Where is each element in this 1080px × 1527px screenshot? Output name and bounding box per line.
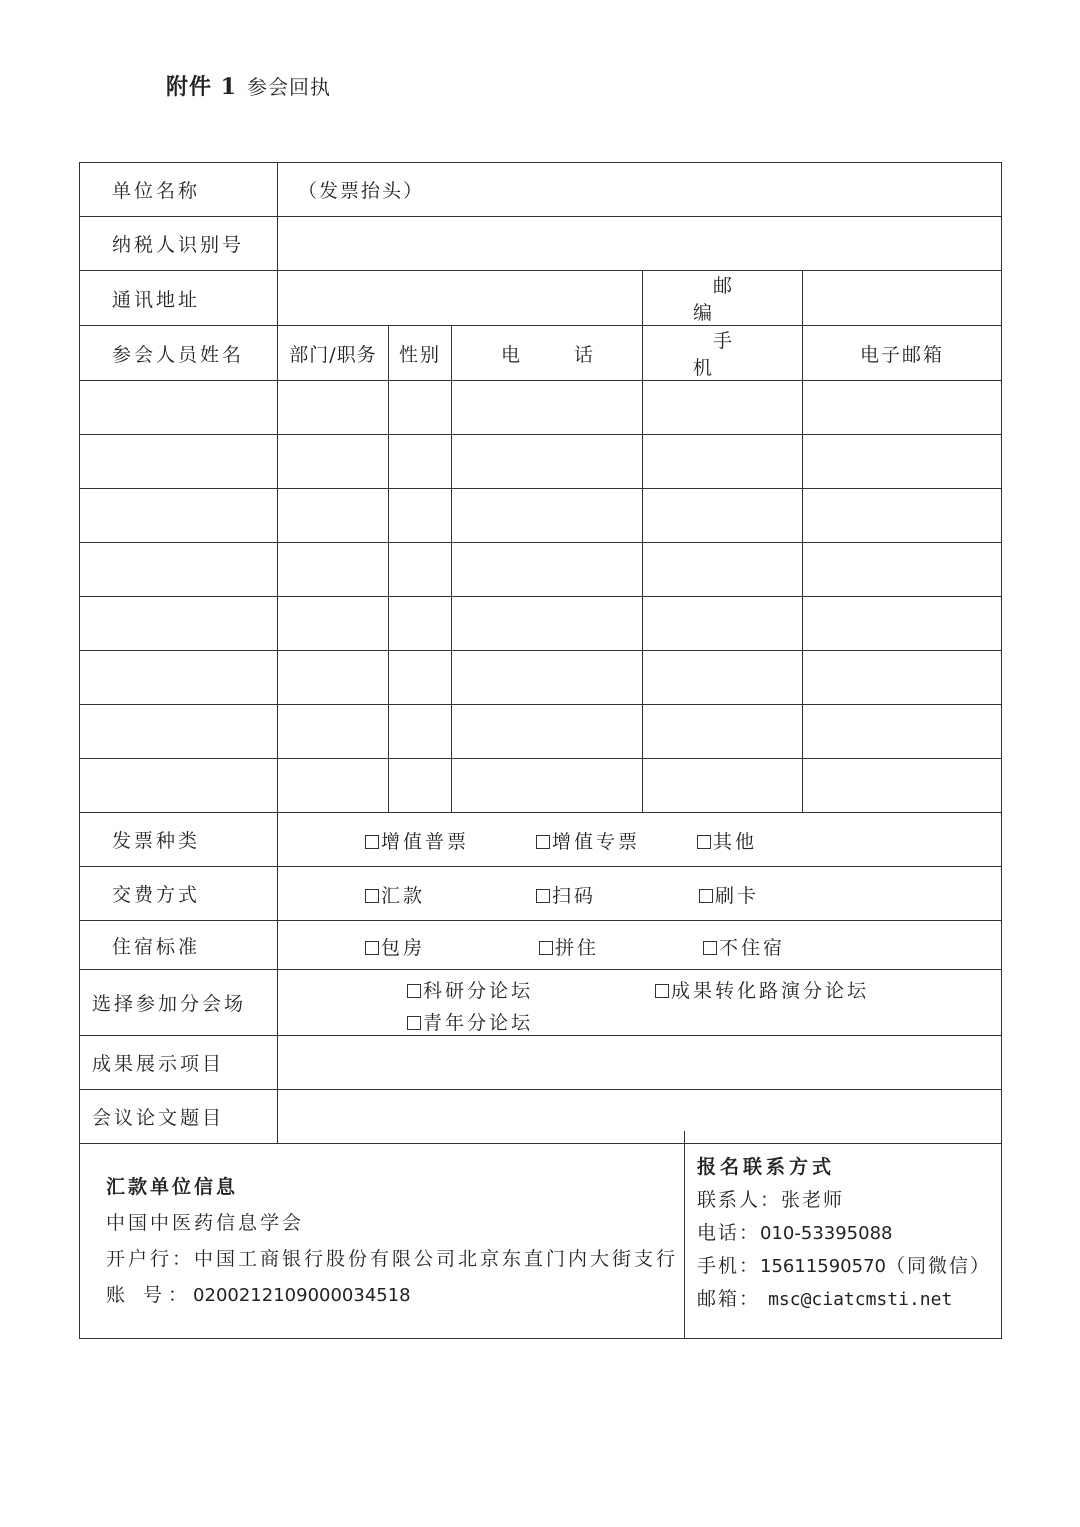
attendee-cell[interactable]	[389, 489, 452, 543]
checkbox-icon	[407, 1016, 421, 1030]
attendee-cell[interactable]	[803, 489, 1002, 543]
attendee-cell[interactable]	[278, 597, 389, 651]
postcode-field[interactable]	[803, 271, 1002, 326]
contact-mobile-note: （同微信）	[886, 1255, 992, 1277]
checkbox-icon	[697, 835, 711, 849]
invoice-option-normal[interactable]: 增值普票	[365, 827, 469, 854]
remit-account-label: 账 号：	[106, 1284, 194, 1306]
col-email-header: 电子邮箱	[803, 326, 1002, 381]
checkbox-icon	[655, 984, 669, 998]
info-table	[79, 1131, 1002, 1339]
postcode-label: 邮 编	[643, 271, 803, 326]
invoice-option-other[interactable]: 其他	[697, 827, 757, 854]
invoice-label: 发票种类	[80, 813, 278, 867]
col-name-header: 参会人员姓名	[80, 326, 278, 381]
attendee-cell[interactable]	[803, 705, 1002, 759]
form-title: 参会回执	[246, 75, 331, 99]
paper-label: 会议论文题目	[80, 1090, 278, 1144]
attendee-cell[interactable]	[278, 435, 389, 489]
session-label: 选择参加分会场	[80, 970, 278, 1036]
attendee-cell[interactable]	[452, 759, 643, 813]
checkbox-icon	[407, 984, 421, 998]
contact-email[interactable]: msc@ciatcmsti.net	[768, 1289, 953, 1310]
attendee-cell[interactable]	[643, 597, 803, 651]
payment-option-card[interactable]: 刷卡	[699, 881, 759, 908]
attendee-cell[interactable]	[278, 705, 389, 759]
checkbox-icon	[365, 941, 379, 955]
payment-option-remit[interactable]: 汇款	[365, 881, 425, 908]
attendee-rows	[80, 381, 1002, 813]
attendee-row	[80, 381, 1002, 435]
unit-name-row	[80, 163, 1002, 217]
attendee-cell[interactable]	[803, 543, 1002, 597]
contact-info	[685, 1131, 1001, 1338]
attendee-cell[interactable]	[803, 381, 1002, 435]
exhibit-label: 成果展示项目	[80, 1036, 278, 1090]
attendee-cell[interactable]	[389, 705, 452, 759]
contact-phone: 010-53395088	[760, 1223, 893, 1244]
attendee-cell[interactable]	[389, 759, 452, 813]
contact-email-label: 邮箱：	[697, 1288, 761, 1310]
col-phone-header: 电 话	[452, 326, 643, 381]
attendee-header-row	[80, 326, 1002, 381]
checkbox-icon	[536, 889, 550, 903]
attendee-cell[interactable]	[452, 489, 643, 543]
lodging-option-shared[interactable]: 拼住	[539, 933, 599, 960]
payment-option-scan[interactable]: 扫码	[536, 881, 596, 908]
tax-id-row	[80, 217, 1002, 271]
unit-name-label: 单位名称	[80, 163, 278, 217]
attendee-cell[interactable]	[452, 651, 643, 705]
remit-title: 汇款单位信息	[106, 1176, 239, 1198]
attendee-cell[interactable]	[278, 543, 389, 597]
attendee-cell[interactable]	[643, 381, 803, 435]
attendee-cell[interactable]	[803, 759, 1002, 813]
remit-account: 0200212109000034518	[193, 1285, 411, 1306]
contact-title: 报名联系方式	[697, 1156, 836, 1178]
attendee-cell[interactable]	[278, 651, 389, 705]
exhibit-row	[80, 1036, 1002, 1090]
col-dept-header: 部门/职务	[278, 326, 389, 381]
attendee-cell[interactable]	[643, 651, 803, 705]
contact-mobile-label: 手机：	[697, 1255, 761, 1277]
checkbox-icon	[699, 889, 713, 903]
attendee-cell[interactable]	[452, 597, 643, 651]
col-mobile-header: 手 机	[643, 326, 803, 381]
attendee-cell[interactable]	[452, 705, 643, 759]
checkbox-icon	[365, 835, 379, 849]
attendee-cell[interactable]	[278, 759, 389, 813]
lodging-option-none[interactable]: 不住宿	[703, 933, 785, 960]
remit-name: 中国中医药信息学会	[106, 1212, 305, 1234]
attachment-heading	[166, 70, 331, 101]
lodging-label: 住宿标准	[80, 921, 278, 970]
contact-phone-label: 电话：	[697, 1222, 761, 1244]
attendee-cell[interactable]	[80, 435, 278, 489]
attendee-cell[interactable]	[389, 651, 452, 705]
contact-mobile: 15611590570	[760, 1256, 886, 1277]
invoice-option-special[interactable]: 增值专票	[536, 827, 640, 854]
attendee-cell[interactable]	[803, 597, 1002, 651]
attendee-cell[interactable]	[80, 759, 278, 813]
remit-info	[80, 1131, 684, 1338]
payment-label: 交费方式	[80, 867, 278, 921]
attendee-cell[interactable]	[80, 543, 278, 597]
attendee-cell[interactable]	[80, 597, 278, 651]
attendee-cell[interactable]	[80, 381, 278, 435]
attendee-cell[interactable]	[643, 489, 803, 543]
attachment-number: 附件 1	[166, 74, 237, 100]
attendee-cell[interactable]	[80, 489, 278, 543]
attendee-row	[80, 435, 1002, 489]
address-field[interactable]	[278, 271, 643, 326]
lodging-option-single[interactable]: 包房	[365, 933, 425, 960]
checkbox-icon	[365, 889, 379, 903]
session-row	[80, 970, 1002, 1036]
attendee-cell[interactable]	[452, 543, 643, 597]
address-label: 通讯地址	[80, 271, 278, 326]
attendee-cell[interactable]	[80, 651, 278, 705]
attendee-cell[interactable]	[643, 435, 803, 489]
attendee-cell[interactable]	[389, 597, 452, 651]
remit-bank-label: 开户行：	[106, 1248, 195, 1270]
attendee-cell[interactable]	[452, 381, 643, 435]
registration-form-table	[79, 162, 1002, 1144]
payment-row	[80, 867, 1002, 921]
checkbox-icon	[539, 941, 553, 955]
session-option-research[interactable]: 科研分论坛	[407, 976, 533, 1003]
col-gender-header: 性别	[389, 326, 452, 381]
attendee-cell[interactable]	[643, 705, 803, 759]
contact-person-label: 联系人：	[697, 1189, 782, 1211]
session-option-transfer[interactable]: 成果转化路演分论坛	[655, 976, 869, 1003]
contact-person: 张老师	[781, 1189, 845, 1211]
checkbox-icon	[703, 941, 717, 955]
tax-id-label: 纳税人识别号	[80, 217, 278, 271]
session-option-youth[interactable]: 青年分论坛	[407, 1008, 533, 1035]
attendee-row	[80, 543, 1002, 597]
remit-bank: 中国工商银行股份有限公司北京东直门内大街支行	[194, 1248, 679, 1270]
lodging-row	[80, 921, 1002, 970]
attendee-row	[80, 705, 1002, 759]
attendee-cell[interactable]	[803, 435, 1002, 489]
checkbox-icon	[536, 835, 550, 849]
attendee-cell[interactable]	[278, 381, 389, 435]
exhibit-field[interactable]	[278, 1036, 1002, 1090]
attendee-cell[interactable]	[389, 381, 452, 435]
attendee-cell[interactable]	[389, 435, 452, 489]
attendee-row	[80, 597, 1002, 651]
unit-name-hint: （发票抬头）	[298, 180, 425, 202]
attendee-row	[80, 489, 1002, 543]
invoice-row	[80, 813, 1002, 867]
attendee-cell[interactable]	[803, 651, 1002, 705]
unit-name-field[interactable]	[278, 163, 1002, 217]
attendee-cell[interactable]	[278, 489, 389, 543]
attendee-cell[interactable]	[389, 543, 452, 597]
attendee-cell[interactable]	[643, 543, 803, 597]
attendee-cell[interactable]	[643, 759, 803, 813]
attendee-row	[80, 759, 1002, 813]
attendee-row	[80, 651, 1002, 705]
attendee-cell[interactable]	[80, 705, 278, 759]
address-row	[80, 271, 1002, 326]
attendee-cell[interactable]	[452, 435, 643, 489]
tax-id-field[interactable]	[278, 217, 1002, 271]
